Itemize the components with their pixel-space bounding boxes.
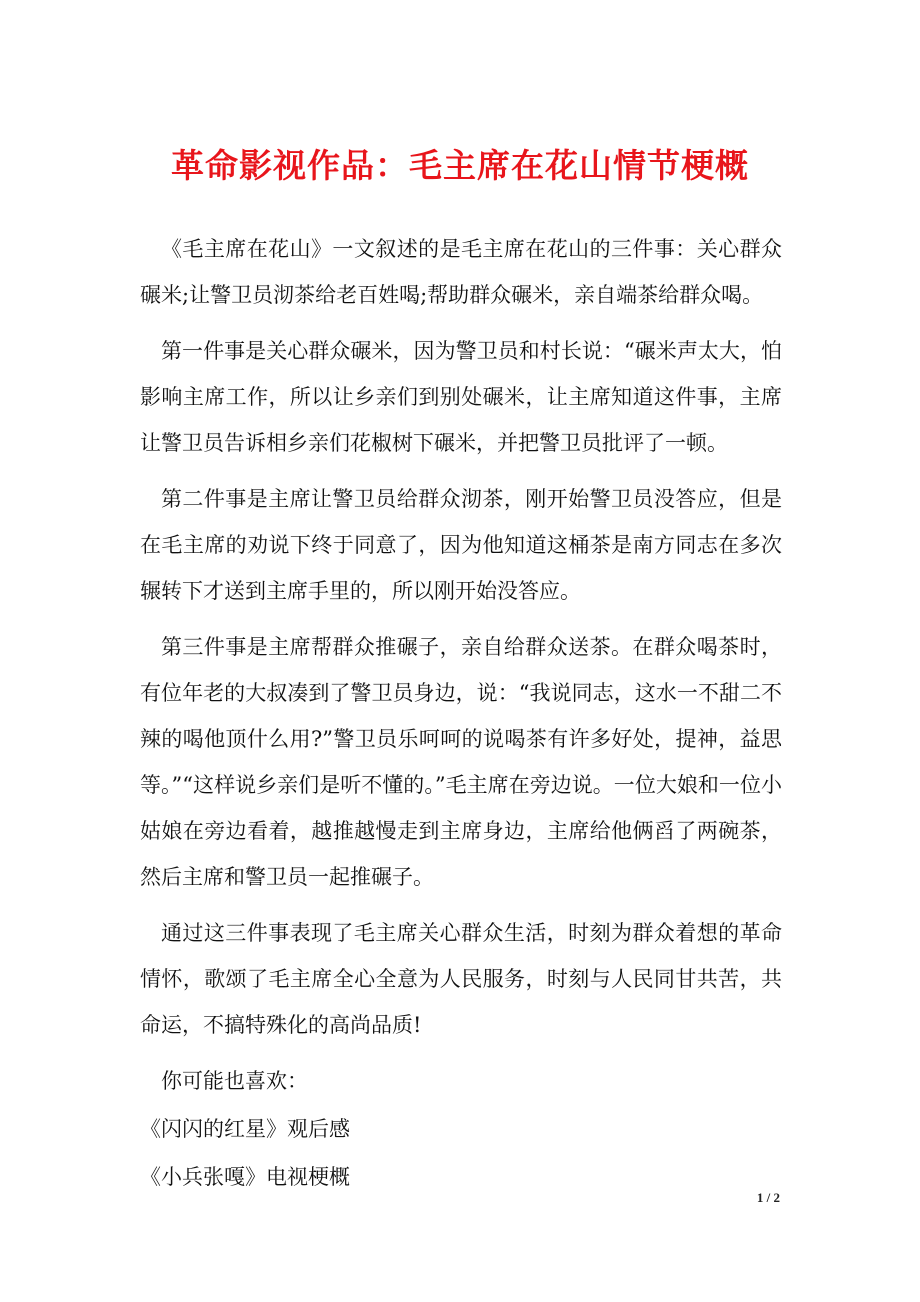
related-link-1[interactable]: 《闪闪的红星》观后感 [140, 1117, 350, 1141]
paragraph-2: 第一件事是关心群众碾米，因为警卫员和村长说：“碾米声太大，怕影响主席工作，所以让乡亲们到别处碾米，让主席知道这件事，主席让警卫员告诉相乡亲们花椒树下碾米，并把警卫员批评了一顿。 [140, 339, 782, 455]
related-heading: 你可能也喜欢： [161, 1069, 308, 1093]
paragraph-4: 第三件事是主席帮群众推碾子，亲自给群众送茶。在群众喝茶时，有位年老的大叔凑到了警卫员身边，说：“我说同志，这水一不甜二不辣的喝他顶什么用?”警卫员乐呵呵的说喝茶有许多好处，提神，益思等。”“这样说乡亲们是听不懂的。”毛主席在旁边说。一位大娘和一位小姑娘在旁边看着，越推越慢走到主席身边，主席给他俩舀了两碗茶，然后主席和警卫员一起推碾子。 [140, 635, 782, 889]
page-number: 1 / 2 [756, 1190, 780, 1205]
related-link-2[interactable]: 《小兵张嘎》电视梗概 [140, 1165, 350, 1189]
document-title: 革命影视作品：毛主席在花山情节梗概 [171, 146, 749, 185]
paragraph-1: 《毛主席在花山》一文叙述的是毛主席在花山的三件事：关心群众碾米;让警卫员沏茶给老百姓喝;帮助群众碾米，亲自端茶给群众喝。 [140, 237, 782, 307]
paragraph-5: 通过这三件事表现了毛主席关心群众生活，时刻为群众着想的革命情怀，歌颂了毛主席全心全意为人民服务，时刻与人民同甘共苦，共命运，不搞特殊化的高尚品质! [140, 921, 782, 1037]
document-body [140, 226, 782, 1200]
paragraph-3: 第二件事是主席让警卫员给群众沏茶，刚开始警卫员没答应，但是在毛主席的劝说下终于同意了，因为他知道这桶茶是南方同志在多次辗转下才送到主席手里的，所以刚开始没答应。 [140, 487, 782, 603]
